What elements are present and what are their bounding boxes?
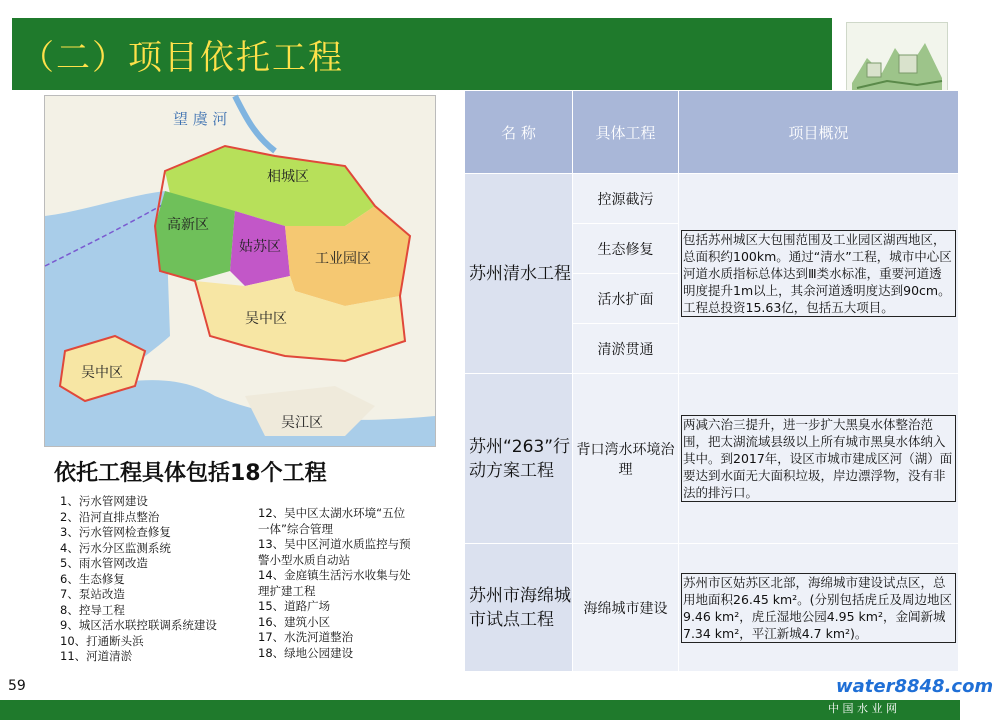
map-label-gaoxin: 高新区: [167, 217, 209, 233]
map-label-wuzhong-west: 吴中区: [81, 365, 123, 381]
map-label-wujiang: 吴江区: [281, 415, 323, 431]
list-item: 7、泵站改造: [60, 587, 125, 601]
header-name: 名 称: [465, 91, 573, 174]
list-item: 9、城区活水联控联调系统建设: [60, 618, 217, 632]
project-desc: [679, 544, 959, 672]
header-desc: 项目概况: [679, 91, 959, 174]
project-desc-text: 两减六治三提升，进一步扩大黑臭水体整治范围，把太湖流域县级以上所有城市黑臭水体纳入其中。到2017年，设区市城市建成区河（湖）面要达到水面无大面积垃圾，岸边漂浮物，没有非法的排污口。: [681, 415, 956, 502]
list-item: 4、污水分区监测系统: [60, 540, 171, 555]
district-map: [44, 95, 436, 447]
project-list-right: [258, 506, 458, 661]
map-label-xiangcheng: 相城区: [267, 169, 309, 185]
header: [0, 0, 960, 92]
list-item: 3、污水管网检查修复: [60, 525, 171, 539]
map-label-yuanqu: 工业园区: [315, 251, 371, 267]
page-number: 59: [8, 678, 26, 694]
project-count-title: 依托工程具体包括18个工程: [54, 461, 327, 486]
list-item: 1、污水管网建设: [60, 494, 148, 508]
table-row: [465, 544, 959, 672]
project-desc-text: 包括苏州城区大包围范围及工业园区湖西地区，总面积约100km。通过“清水”工程，城市中心区河道水质指标总体达到Ⅲ类水标准，重要河道透明度提升1m以上，其余河道透明度达到90cm。工程总投资15.63亿，包括五大项目。: [681, 230, 956, 317]
table-row: [465, 174, 959, 224]
list-item: 理扩建工程: [258, 583, 316, 598]
list-item: 2、沿河直排点整治: [60, 509, 160, 524]
list-item: 一体”综合管理: [258, 521, 333, 536]
header-sub: 具体工程: [573, 91, 679, 174]
list-item: 18、绿地公园建设: [258, 645, 354, 660]
project-list-left: [60, 494, 250, 665]
list-item: 11、河道清淤: [60, 649, 133, 663]
list-item: 15、道路广场: [258, 599, 331, 613]
list-item: 17、水洗河道整治: [258, 630, 354, 644]
sub-project: 海绵城市建设: [573, 544, 679, 672]
river-label: 望 虞 河: [173, 110, 228, 128]
map-label-wuzhong: 吴中区: [245, 311, 287, 327]
list-item: 14、金庭镇生活污水收集与处: [258, 568, 411, 582]
sub-project: 控源截污: [573, 174, 679, 224]
map-label-gusu: 姑苏区: [239, 239, 281, 255]
project-name: 苏州市海绵城市试点工程: [465, 544, 573, 672]
list-item: 10、打通断头浜: [60, 633, 144, 648]
table-row: [465, 374, 959, 544]
project-name: 苏州“263”行动方案工程: [465, 374, 573, 544]
page-title: （二）项目依托工程: [20, 38, 344, 78]
footer-band: [0, 700, 960, 720]
project-table: [464, 90, 959, 672]
project-name: 苏州清水工程: [465, 174, 573, 374]
sub-project: 活水扩面: [573, 274, 679, 324]
site-logo-subtitle: 中 国 水 业 网: [828, 702, 897, 715]
table-header-row: [465, 91, 959, 174]
project-desc: [679, 174, 959, 374]
list-item: 13、吴中区河道水质监控与预: [258, 537, 411, 551]
sub-project: 背口湾水环境治理: [573, 374, 679, 544]
project-desc: [679, 374, 959, 544]
header-thumbnail: [846, 22, 948, 98]
list-item: 5、雨水管网改造: [60, 556, 148, 570]
list-item: 警小型水质自动站: [258, 552, 350, 567]
project-desc-text: 苏州市区姑苏区北部，海绵城市建设试点区，总用地面积26.45 km²。(分别包括虎丘及周边地区9.46 km²，虎丘湿地公园4.95 km²，金阊新城7.34 km²，平江新城4.7 km²)。: [681, 573, 956, 643]
site-logo[interactable]: water8848.com: [836, 676, 993, 697]
sub-project: 生态修复: [573, 224, 679, 274]
list-item: 8、控导工程: [60, 602, 125, 617]
sub-project: 清淤贯通: [573, 324, 679, 374]
list-item: 6、生态修复: [60, 571, 125, 586]
list-item: 16、建筑小区: [258, 614, 331, 629]
list-item: 12、吴中区太湖水环境“五位: [258, 506, 406, 520]
